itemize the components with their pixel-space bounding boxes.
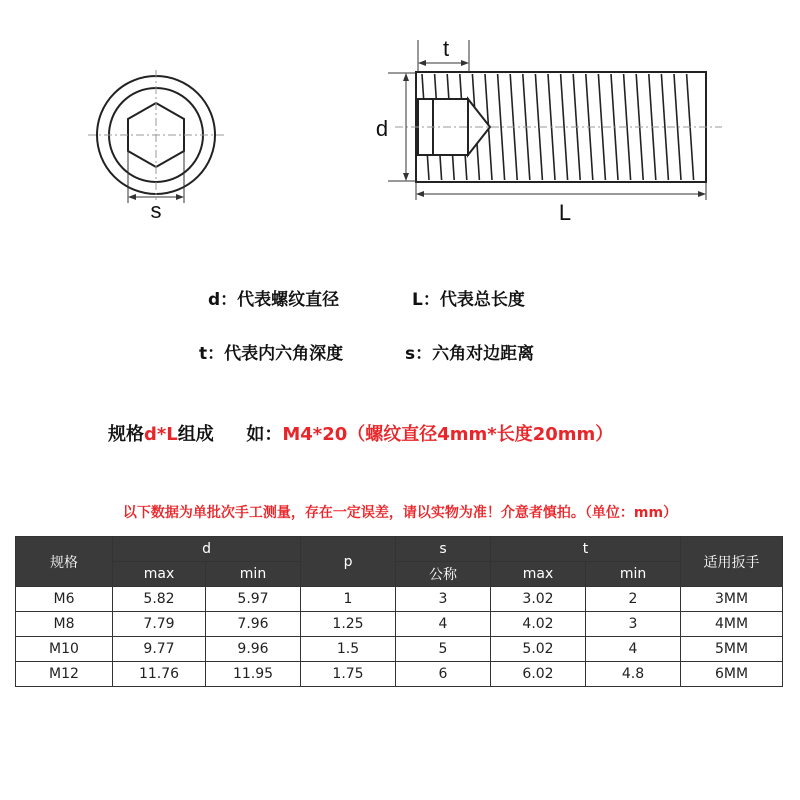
cell-t-min: 2: [586, 587, 681, 612]
cell-t-min: 4.8: [586, 662, 681, 687]
header-s-nominal: 公称: [396, 562, 491, 587]
spec-example-label: 如：: [246, 424, 283, 445]
legend-s: s：六角对边距离: [405, 344, 535, 364]
s-arrow-left: [128, 194, 136, 200]
table-row: [16, 662, 783, 687]
table-row: [16, 612, 783, 637]
cell-spec: M10: [16, 637, 113, 662]
cell-t-max: 4.02: [491, 612, 586, 637]
side-view: [376, 36, 722, 225]
cell-spec: M6: [16, 587, 113, 612]
cell-t-min: 4: [586, 637, 681, 662]
header-d-min: min: [206, 562, 301, 587]
end-view: [88, 70, 224, 223]
cell-p: 1.5: [301, 637, 396, 662]
cell-s: 4: [396, 612, 491, 637]
header-spec: 规格: [16, 537, 113, 587]
cell-d-min: 5.97: [206, 587, 301, 612]
cell-wrench: 5MM: [681, 637, 783, 662]
spec-suffix: 组成: [177, 424, 214, 445]
spec-description: [108, 420, 613, 446]
header-d-max: max: [113, 562, 206, 587]
cell-p: 1: [301, 587, 396, 612]
cell-d-min: 9.96: [206, 637, 301, 662]
cell-d-min: 11.95: [206, 662, 301, 687]
spec-table: [15, 536, 783, 687]
cell-t-max: 5.02: [491, 637, 586, 662]
cell-p: 1.25: [301, 612, 396, 637]
cell-wrench: 3MM: [681, 587, 783, 612]
cell-t-max: 3.02: [491, 587, 586, 612]
cell-d-max: 9.77: [113, 637, 206, 662]
d-arrow-bottom: [403, 173, 409, 181]
cell-d-min: 7.96: [206, 612, 301, 637]
measurement-notice: 以下数据为单批次手工测量，存在一定误差，请以实物为准！介意者慎拍。（单位：mm）: [122, 505, 678, 521]
d-arrow-top: [403, 73, 409, 81]
legend-t: t：代表内六角深度: [199, 344, 344, 364]
cell-d-max: 11.76: [113, 662, 206, 687]
L-arrow-left: [416, 191, 424, 197]
cell-s: 5: [396, 637, 491, 662]
header-t-min: min: [586, 562, 681, 587]
table-row: [16, 637, 783, 662]
table-row: [16, 587, 783, 612]
cell-p: 1.75: [301, 662, 396, 687]
spec-example: M4*20（螺纹直径4mm*长度20mm）: [282, 424, 614, 445]
header-d: d: [113, 537, 301, 562]
cell-d-max: 5.82: [113, 587, 206, 612]
legend-d: d：代表螺纹直径: [208, 290, 340, 310]
spec-formula: d*L: [144, 424, 178, 445]
t-arrow-left: [418, 60, 426, 66]
s-label: s: [150, 198, 162, 223]
s-arrow-right: [176, 194, 184, 200]
header-t: t: [491, 537, 681, 562]
legend-L: L：代表总长度: [412, 290, 525, 310]
t-arrow-right: [461, 60, 469, 66]
cell-spec: M12: [16, 662, 113, 687]
technical-drawing: [0, 0, 800, 260]
cell-d-max: 7.79: [113, 612, 206, 637]
L-label: L: [558, 200, 572, 225]
d-label: d: [375, 116, 389, 141]
header-s: s: [396, 537, 491, 562]
header-wrench: 适用扳手: [681, 537, 783, 587]
header-t-max: max: [491, 562, 586, 587]
L-arrow-right: [698, 191, 706, 197]
spec-prefix: 规格: [108, 424, 144, 445]
cell-s: 6: [396, 662, 491, 687]
cell-spec: M8: [16, 612, 113, 637]
cell-t-max: 6.02: [491, 662, 586, 687]
cell-t-min: 3: [586, 612, 681, 637]
cell-s: 3: [396, 587, 491, 612]
t-label: t: [442, 36, 450, 61]
header-p: p: [301, 537, 396, 587]
cell-wrench: 6MM: [681, 662, 783, 687]
cell-wrench: 4MM: [681, 612, 783, 637]
